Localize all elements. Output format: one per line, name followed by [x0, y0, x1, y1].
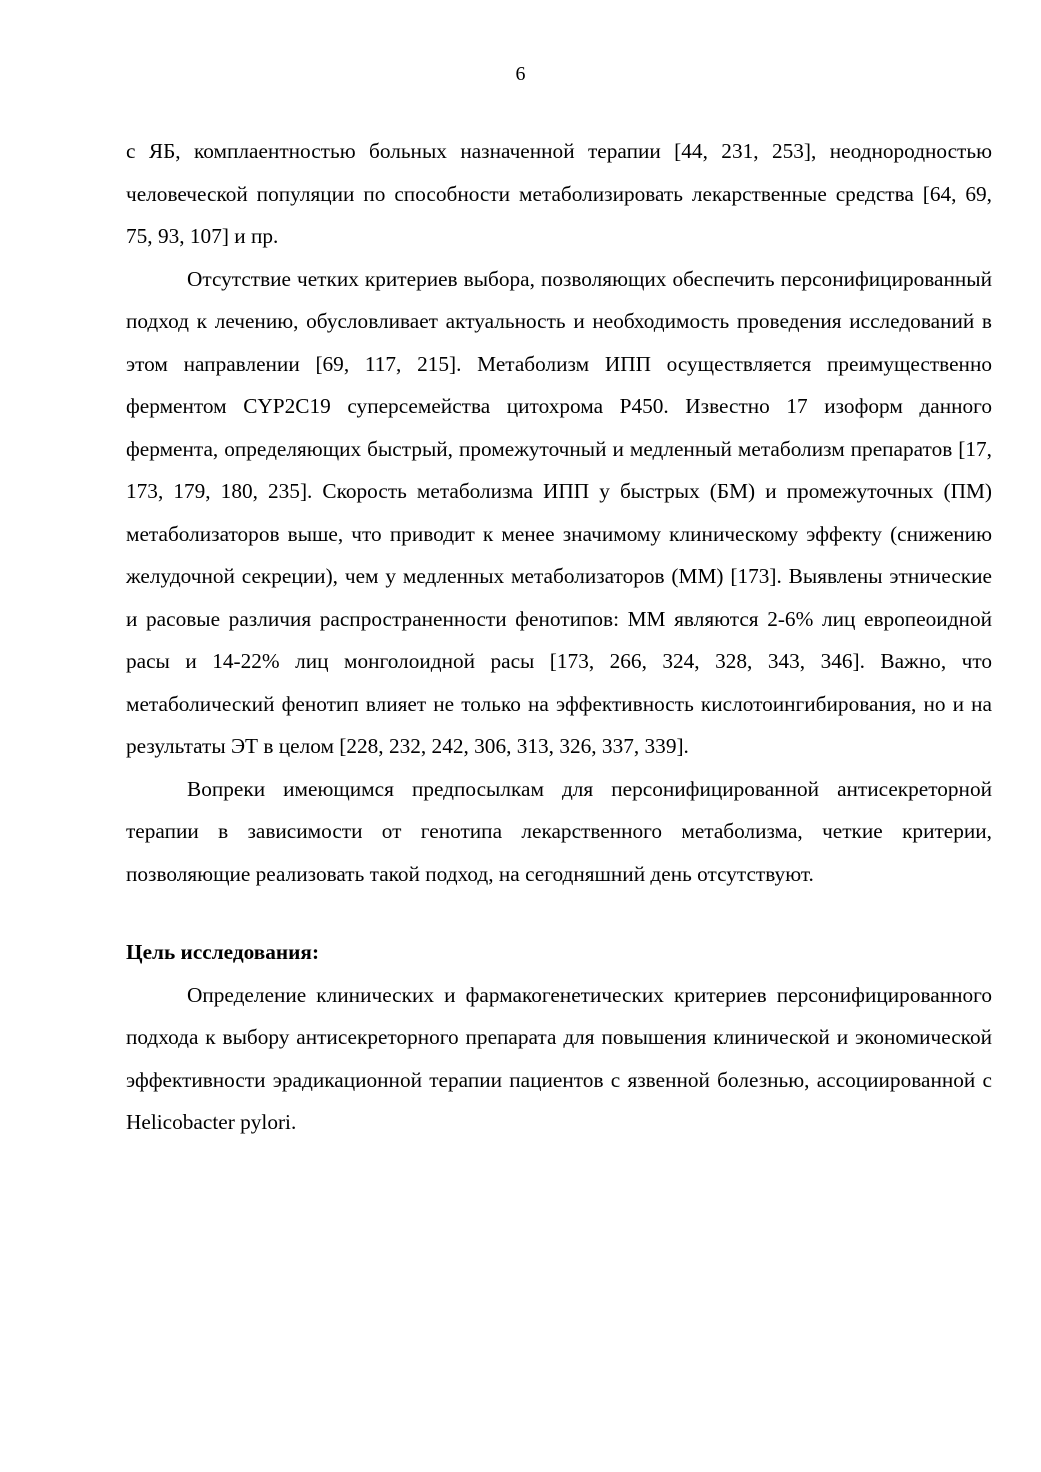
- page-number: 6: [515, 63, 526, 85]
- paragraph-despite-prerequisites: Вопреки имеющимся предпосылкам для персонифицированной антисекреторной терапии в зависимости от генотипа лекарственного метаболизма, четкие критерии, позволяющие реализовать такой подход, на сегодняшний день отсутствуют.: [126, 776, 992, 886]
- document-body: [126, 130, 992, 1144]
- section-heading-goal: Цель исследования:: [126, 940, 320, 964]
- paragraph-continuation: с ЯБ, комплаентностью больных назначенной терапии [44, 231, 253], неоднородностью человеческой популяции по способности метаболизировать лекарственные средства [64, 69, 75, 93, 107] и пр.: [126, 139, 992, 248]
- paragraph-criteria-absence: Отсутствие четких критериев выбора, позволяющих обеспечить персонифицированный подход к лечению, обусловливает актуальность и необходимость проведения исследований в этом направлении [69, 117, 215]. Метаболизм ИПП осуществляется преимущественно ферментом CYP2C19 суперсемейства цитохрома P450. Известно 17 изоформ данного фермента, определяющих быстрый, промежуточный и медленный метаболизм препаратов [17, 173, 179, 180, 235]. Скорость метаболизма ИПП у быстрых (БМ) и промежуточных (ПМ) метаболизаторов выше, что приводит к менее значимому клиническому эффекту (снижению желудочной секреции), чем у медленных метаболизаторов (ММ) [173]. Выявлены этнические и расовые различия распространенности фенотипов: ММ являются 2-6% лиц европеоидной расы и 14-22% лиц монголоидной расы [173, 266, 324, 328, 343, 346]. Важно, что метаболический фенотип влияет не только на эффективность кислотоингибирования, но и на результаты ЭТ в целом [228, 232, 242, 306, 313, 326, 337, 339].: [126, 266, 992, 758]
- paragraph-goal: Определение клинических и фармакогенетических критериев персонифицированного подхода к выбору антисекреторного препарата для повышения клинической и экономической эффективности эрадикационной терапии пациентов с язвенной болезнью, ассоциированной с Helicobacter pylori.: [126, 982, 992, 1134]
